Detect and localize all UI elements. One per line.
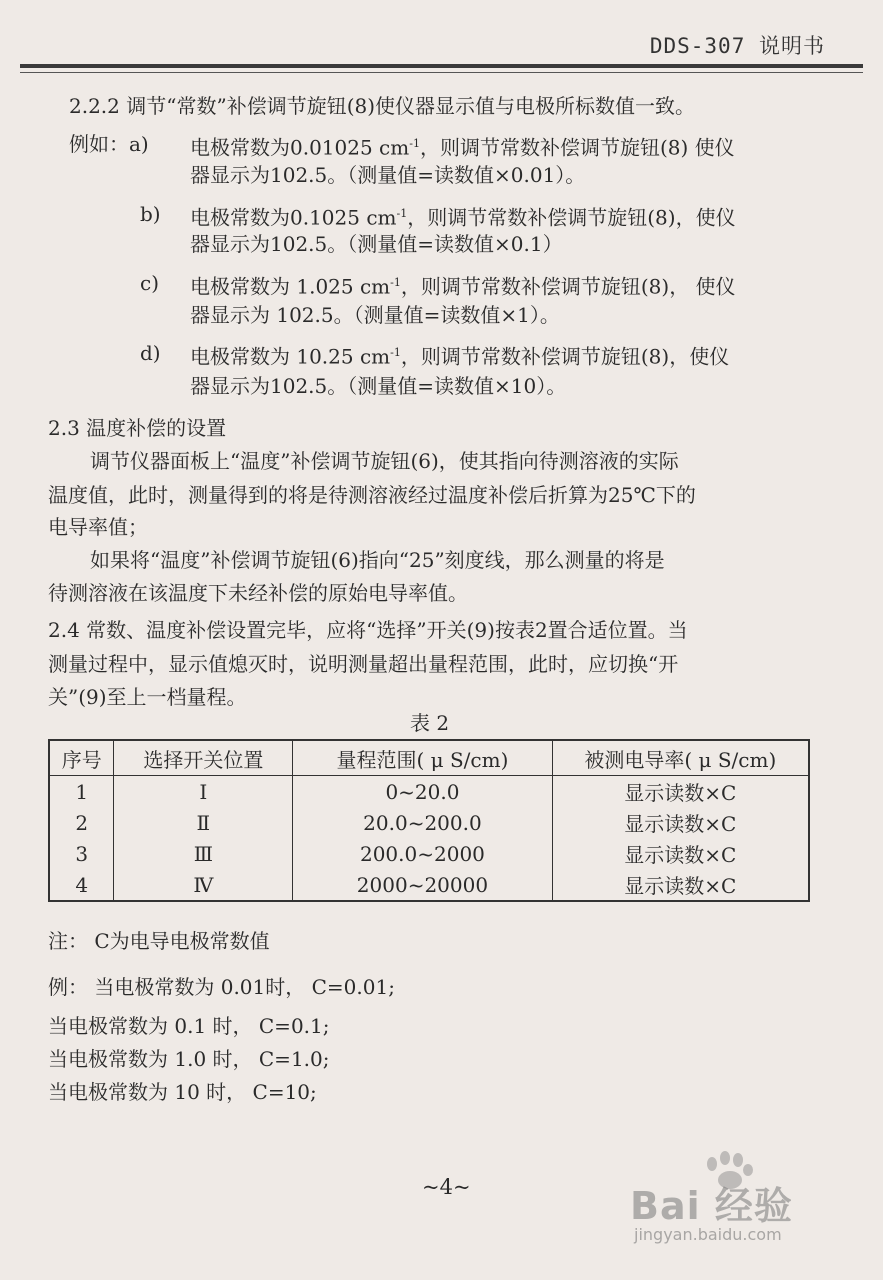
table-row bbox=[49, 838, 809, 869]
text-line: d) bbox=[140, 341, 161, 365]
header-title: DDS-307 说明书 bbox=[649, 34, 825, 58]
table-caption: 表 2 bbox=[410, 711, 450, 735]
table-header-cell: 序号 bbox=[49, 740, 114, 776]
text-line: 电极常数为0.01025 $cm^{-1}$，则调节常数补偿调节旋钮(8) 使仪 bbox=[190, 135, 735, 160]
table-cell: 显示读数×C bbox=[552, 776, 809, 808]
text-line: 电极常数为0.1025 $cm^{-1}$，则调节常数补偿调节旋钮(8)，使仪 bbox=[190, 205, 736, 230]
note-line: 注： C为电导电极常数值 bbox=[48, 929, 270, 953]
table-cell: 显示读数×C bbox=[552, 807, 809, 838]
table-cell: 20.0~200.0 bbox=[293, 807, 552, 838]
range-table bbox=[48, 739, 810, 902]
page-number: ~4~ bbox=[422, 1175, 471, 1199]
note-line: 例： 当电极常数为 0.01时， C=0.01; bbox=[48, 975, 395, 999]
table-cell: 0~20.0 bbox=[293, 776, 552, 808]
table-cell: 2000~20000 bbox=[293, 869, 552, 901]
table-cell: 显示读数×C bbox=[552, 838, 809, 869]
note-line: 当电极常数为 1.0 时， C=1.0; bbox=[48, 1047, 330, 1071]
table-row bbox=[49, 869, 809, 901]
table-cell: 1 bbox=[49, 776, 114, 808]
header-rule-thin bbox=[20, 72, 863, 73]
text-line: 温度值，此时，测量得到的将是待测溶液经过温度补偿后折算为25℃下的 bbox=[48, 483, 696, 507]
text-line: 待测溶液在该温度下未经补偿的原始电导率值。 bbox=[48, 581, 468, 605]
text-line: 如果将“温度”补偿调节旋钮(6)指向“25”刻度线，那么测量的将是 bbox=[90, 548, 665, 572]
watermark-logo: Bai 经验 bbox=[630, 1184, 793, 1228]
text-line: 2.2.2 调节“常数”补偿调节旋钮(8)使仪器显示值与电极所标数值一致。 bbox=[69, 94, 696, 118]
text-line: 调节仪器面板上“温度”补偿调节旋钮(6)，使其指向待测溶液的实际 bbox=[90, 449, 679, 473]
header-rule-thick bbox=[20, 64, 863, 68]
table-cell: 2 bbox=[49, 807, 114, 838]
text-line: 2.4 常数、温度补偿设置完毕，应将“选择”开关(9)按表2置合适位置。当 bbox=[48, 618, 688, 642]
section-heading: 2.3 温度补偿的设置 bbox=[48, 416, 227, 440]
table-header-cell: 选择开关位置 bbox=[114, 740, 293, 776]
table-cell: Ⅱ bbox=[114, 807, 293, 838]
text-line: 例如：a) bbox=[69, 132, 149, 156]
text-line: 器显示为102.5。（测量值=读数值×10）。 bbox=[190, 374, 567, 398]
table-cell: 4 bbox=[49, 869, 114, 901]
text-line: b) bbox=[140, 202, 161, 226]
table-row bbox=[49, 807, 809, 838]
note-line: 当电极常数为 10 时， C=10; bbox=[48, 1080, 317, 1104]
table-header-row bbox=[49, 740, 809, 776]
text-line: 器显示为 102.5。（测量值=读数值×1）。 bbox=[190, 303, 560, 327]
table-cell: 200.0~2000 bbox=[293, 838, 552, 869]
text-line: 器显示为102.5。（测量值=读数值×0.1） bbox=[190, 232, 563, 256]
text-line: 电极常数为 10.25 $cm^{-1}$，则调节常数补偿调节旋钮(8)，使仪 bbox=[190, 344, 730, 369]
watermark-url: jingyan.baidu.com bbox=[634, 1225, 782, 1244]
table-header-cell: 被测电导率( μ S/cm) bbox=[552, 740, 809, 776]
table-cell: 显示读数×C bbox=[552, 869, 809, 901]
text-line: 器显示为102.5。（测量值=读数值×0.01）。 bbox=[190, 163, 586, 187]
table-cell: Ⅳ bbox=[114, 869, 293, 901]
text-line: 测量过程中，显示值熄灭时，说明测量超出量程范围，此时，应切换“开 bbox=[48, 652, 679, 676]
text-line: 电极常数为 1.025 $cm^{-1}$，则调节常数补偿调节旋钮(8)， 使仪 bbox=[190, 274, 736, 299]
table-header-cell: 量程范围( μ S/cm) bbox=[293, 740, 552, 776]
text-line: 电导率值； bbox=[48, 515, 148, 539]
text-line: 关”(9)至上一档量程。 bbox=[48, 685, 247, 709]
note-line: 当电极常数为 0.1 时， C=0.1; bbox=[48, 1014, 330, 1038]
table-cell: Ⅲ bbox=[114, 838, 293, 869]
text-line: c) bbox=[140, 271, 160, 295]
table-cell: 3 bbox=[49, 838, 114, 869]
table-cell: Ⅰ bbox=[114, 776, 293, 808]
table-row bbox=[49, 776, 809, 808]
